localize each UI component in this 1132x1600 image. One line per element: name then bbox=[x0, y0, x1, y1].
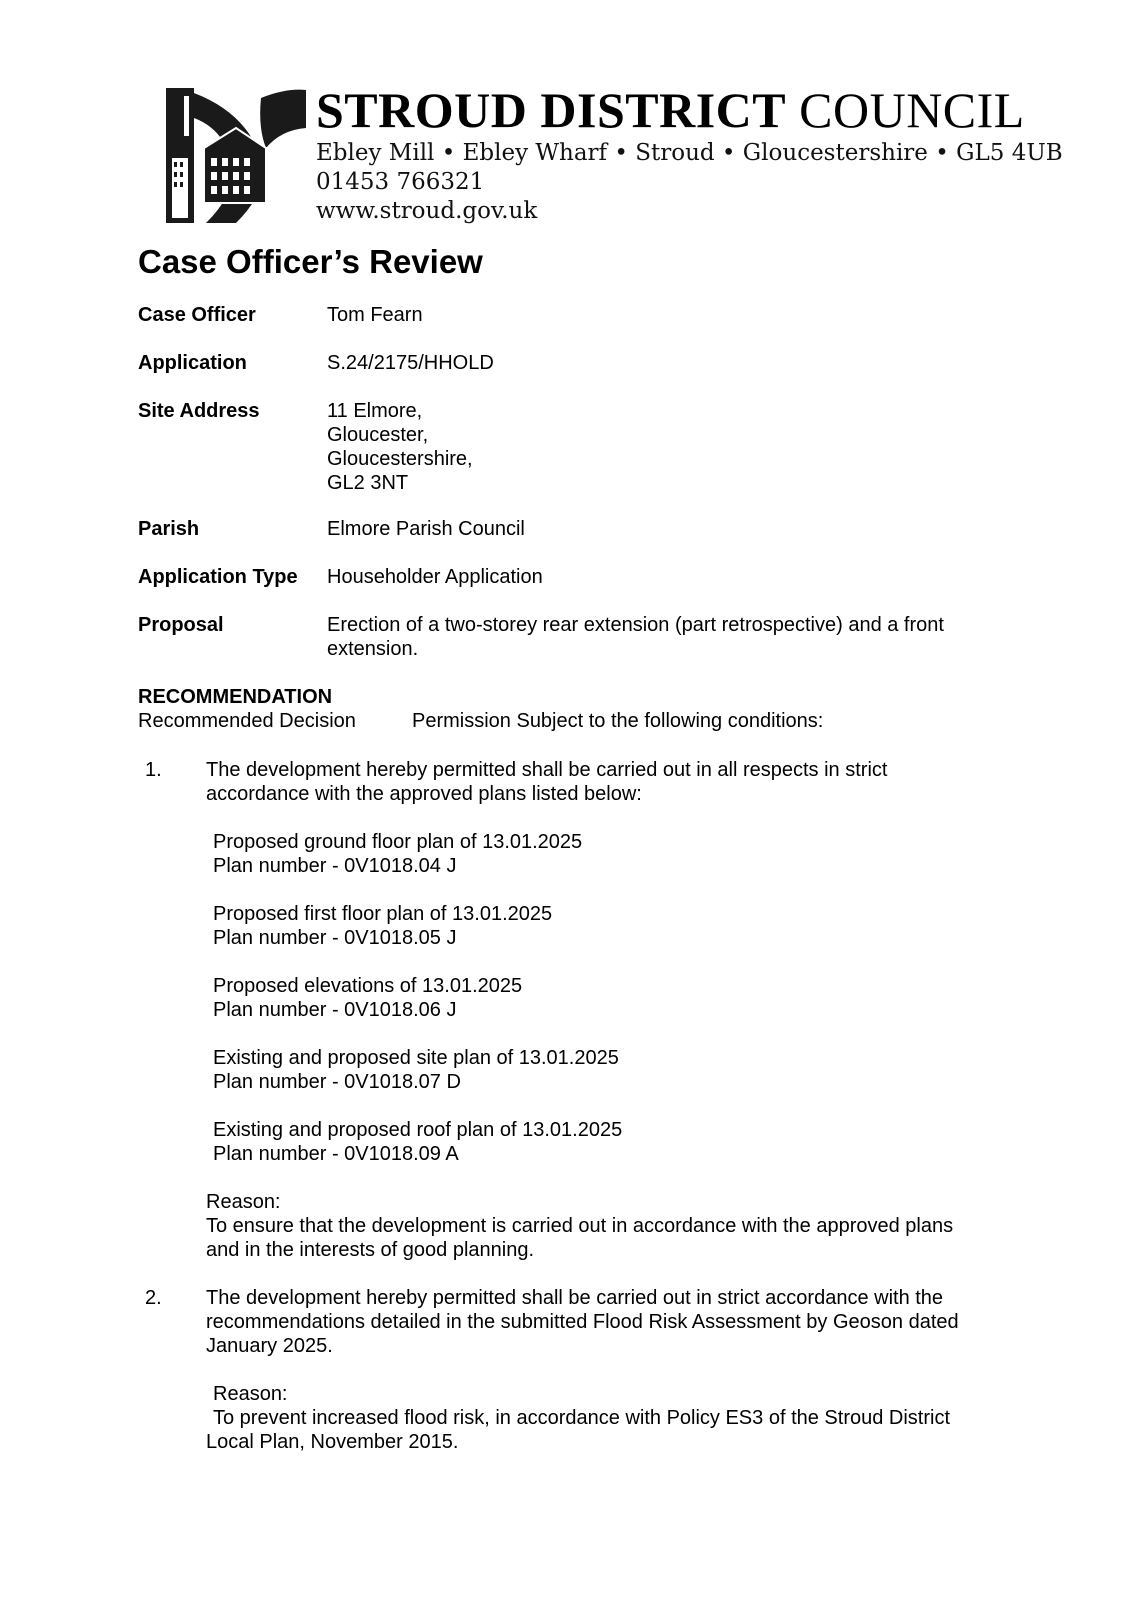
reason-label: Reason: bbox=[213, 1383, 288, 1405]
detail-label: Application bbox=[138, 352, 247, 374]
plan-number: Plan number - 0V1018.05 J bbox=[213, 927, 457, 949]
council-phone: 01453 766321 bbox=[316, 169, 485, 195]
plan-number: Plan number - 0V1018.07 D bbox=[213, 1071, 461, 1093]
council-address: Ebley Mill • Ebley Wharf • Stroud • Gloucestershire • GL5 4UB bbox=[316, 140, 1063, 166]
council-website: www.stroud.gov.uk bbox=[316, 198, 538, 224]
detail-value-line: GL2 3NT bbox=[327, 472, 409, 494]
detail-label: Proposal bbox=[138, 614, 224, 636]
condition-text-line: recommendations detailed in the submitted Flood Risk Assessment by Geoson dated bbox=[206, 1311, 959, 1333]
detail-value bbox=[327, 613, 1007, 661]
detail-label: Site Address bbox=[138, 400, 260, 422]
detail-label: Application Type bbox=[138, 566, 298, 588]
condition-reason bbox=[206, 1382, 950, 1454]
detail-value-line: 11 Elmore, bbox=[327, 400, 423, 422]
detail-value-line: extension. bbox=[327, 638, 419, 660]
detail-row-parish bbox=[138, 517, 1007, 541]
recommendation-label: Recommended Decision bbox=[138, 710, 356, 732]
detail-value bbox=[327, 351, 1007, 375]
condition-text-line: accordance with the approved plans listed below: bbox=[206, 783, 642, 805]
detail-value bbox=[327, 517, 1007, 541]
plan-name: Proposed elevations of 13.01.2025 bbox=[213, 975, 523, 997]
council-name bbox=[316, 84, 1025, 136]
council-name-bold: STROUD DISTRICT bbox=[316, 82, 787, 138]
reason-line: To ensure that the development is carried out in accordance with the approved plans bbox=[206, 1215, 954, 1237]
condition-reason bbox=[206, 1190, 953, 1262]
condition-text bbox=[206, 758, 887, 806]
detail-row-application bbox=[138, 351, 1007, 375]
condition-text bbox=[206, 1286, 959, 1358]
detail-row-application-type bbox=[138, 565, 1007, 589]
detail-row-proposal bbox=[138, 613, 1007, 661]
condition-text-line: January 2025. bbox=[206, 1335, 333, 1357]
detail-value-line: Elmore Parish Council bbox=[327, 518, 525, 540]
plan-number: Plan number - 0V1018.09 A bbox=[213, 1143, 459, 1165]
plan-item bbox=[213, 1046, 619, 1094]
plan-number: Plan number - 0V1018.06 J bbox=[213, 999, 457, 1021]
condition-number: 2. bbox=[145, 1287, 162, 1309]
plan-name: Proposed ground floor plan of 13.01.2025 bbox=[213, 831, 583, 853]
condition-text-line: The development hereby permitted shall be carried out in all respects in strict bbox=[206, 759, 888, 781]
condition-text-line: The development hereby permitted shall be carried out in strict accordance with the bbox=[206, 1287, 944, 1309]
reason-line: To prevent increased flood risk, in accordance with Policy ES3 of the Stroud District bbox=[213, 1407, 951, 1429]
plan-name: Existing and proposed roof plan of 13.01.2025 bbox=[213, 1119, 623, 1141]
plan-name: Existing and proposed site plan of 13.01.2025 bbox=[213, 1047, 619, 1069]
detail-value bbox=[327, 303, 1007, 327]
detail-value bbox=[327, 399, 1007, 495]
detail-row-site-address bbox=[138, 399, 1007, 495]
plan-item bbox=[213, 1118, 622, 1166]
plan-item bbox=[213, 830, 582, 878]
page-title: Case Officer’s Review bbox=[138, 243, 483, 280]
recommendation-decision: Permission Subject to the following conditions: bbox=[412, 710, 824, 732]
detail-value-line: Gloucestershire, bbox=[327, 448, 473, 470]
detail-label: Parish bbox=[138, 518, 200, 540]
plan-item bbox=[213, 902, 552, 950]
detail-label: Case Officer bbox=[138, 304, 256, 326]
condition-number: 1. bbox=[145, 759, 162, 781]
council-logo bbox=[166, 88, 306, 223]
recommendation-heading: RECOMMENDATION bbox=[138, 686, 333, 708]
reason-label: Reason: bbox=[206, 1191, 281, 1213]
reason-line: and in the interests of good planning. bbox=[206, 1239, 535, 1261]
detail-value-line: Erection of a two-storey rear extension (part retrospective) and a front bbox=[327, 614, 944, 636]
detail-row-case-officer bbox=[138, 303, 1007, 327]
council-name-regular: COUNCIL bbox=[799, 82, 1025, 138]
plan-number: Plan number - 0V1018.04 J bbox=[213, 855, 457, 877]
detail-value-line: Tom Fearn bbox=[327, 304, 423, 326]
detail-value bbox=[327, 565, 1007, 589]
detail-value-line: S.24/2175/HHOLD bbox=[327, 352, 494, 374]
reason-line: Local Plan, November 2015. bbox=[206, 1431, 459, 1453]
plan-item bbox=[213, 974, 522, 1022]
plan-name: Proposed first floor plan of 13.01.2025 bbox=[213, 903, 553, 925]
detail-value-line: Gloucester, bbox=[327, 424, 429, 446]
detail-value-line: Householder Application bbox=[327, 566, 543, 588]
